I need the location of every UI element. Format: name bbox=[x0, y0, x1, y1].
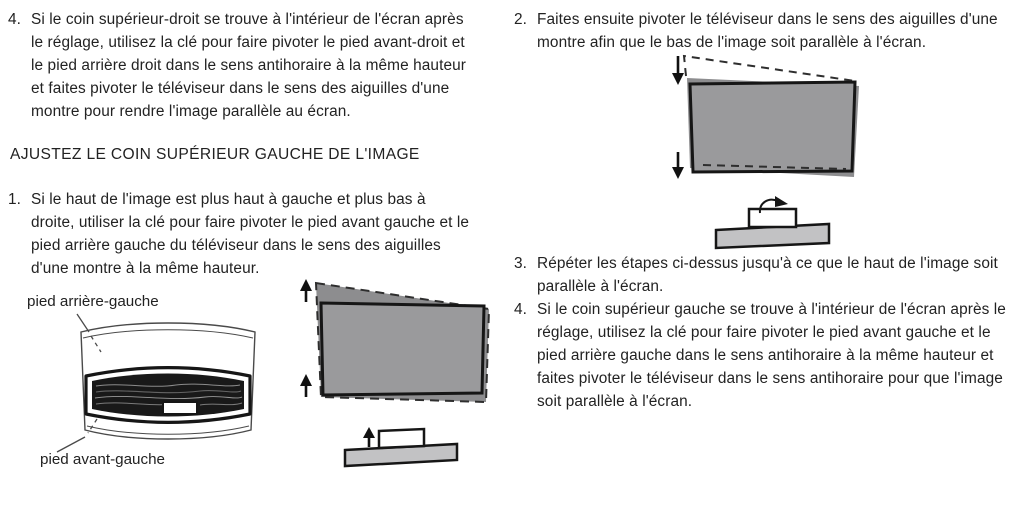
stand-foot-block bbox=[379, 429, 424, 448]
step-text: Si le coin supérieur-droit se trouve à l'intérieur de l'écran après le réglage, utilisez la clé pour faire pivoter le pied avant-droit et le pied arrière droit dans le sens antihoraire à la même hauteur et faites pivoter le téléviseur dans le sens des aiguilles d'une montre pour rendre l'image parallèle au écran. bbox=[31, 11, 467, 120]
down-arrow-icon bbox=[672, 56, 684, 85]
screen-tilt-figure-right bbox=[672, 56, 859, 179]
up-arrow-icon bbox=[363, 427, 375, 447]
step-text: Répéter les étapes ci-dessus jusqu'à ce que le haut de l'image soit parallèle à l'écran. bbox=[537, 255, 998, 295]
previous-image-dashed-outline bbox=[684, 56, 855, 81]
leader-line-rear-foot bbox=[77, 314, 89, 332]
screen-rect bbox=[690, 82, 855, 172]
screen-rect bbox=[321, 303, 484, 395]
leader-line-front-foot bbox=[57, 437, 85, 452]
label-front-left-foot: pied avant-gauche bbox=[40, 451, 165, 468]
step-number: 4. bbox=[8, 11, 22, 28]
section-heading: AJUSTEZ LE COIN SUPÉRIEUR GAUCHE DE L'IMAGE bbox=[10, 146, 420, 163]
step-number: 3. bbox=[514, 255, 528, 272]
tv-connector-box bbox=[163, 402, 197, 414]
step-text: Faites ensuite pivoter le téléviseur dans le sens des aiguilles d'une montre afin que le bas de l'image soit parallèle à l'écran. bbox=[537, 11, 998, 51]
step-text: Si le coin supérieur gauche se trouve à l'intérieur de l'écran après le réglage, utilisez la clé pour faire pivoter le pied avant gauche et le pied arrière gauche dans le sens antihoraire à la même hauteur et faites pivoter le téléviseur dans le sens antihoraire pour que l'image soit parallèle à l'écran. bbox=[537, 301, 1006, 410]
up-arrow-icon bbox=[300, 279, 312, 302]
label-rear-left-foot: pied arrière-gauche bbox=[27, 293, 159, 310]
step-text: Si le haut de l'image est plus haut à gauche et plus bas à droite, utiliser la clé pour faire pivoter le pied avant gauche et le pied arrière gauche du téléviseur dans le sens des aiguilles d'une montre à la même hauteur. bbox=[31, 191, 470, 277]
stand-foot-block bbox=[749, 209, 796, 227]
screen-tilt-figure-left bbox=[300, 279, 489, 402]
step-number: 4. bbox=[514, 301, 528, 318]
stand-figure-right bbox=[716, 196, 829, 248]
down-arrow-icon bbox=[672, 152, 684, 179]
step-number: 2. bbox=[514, 11, 528, 28]
stand-figure-left bbox=[345, 427, 457, 466]
up-arrow-icon bbox=[300, 374, 312, 397]
step-number: 1. bbox=[8, 191, 22, 208]
tv-top-view-figure bbox=[57, 314, 255, 452]
